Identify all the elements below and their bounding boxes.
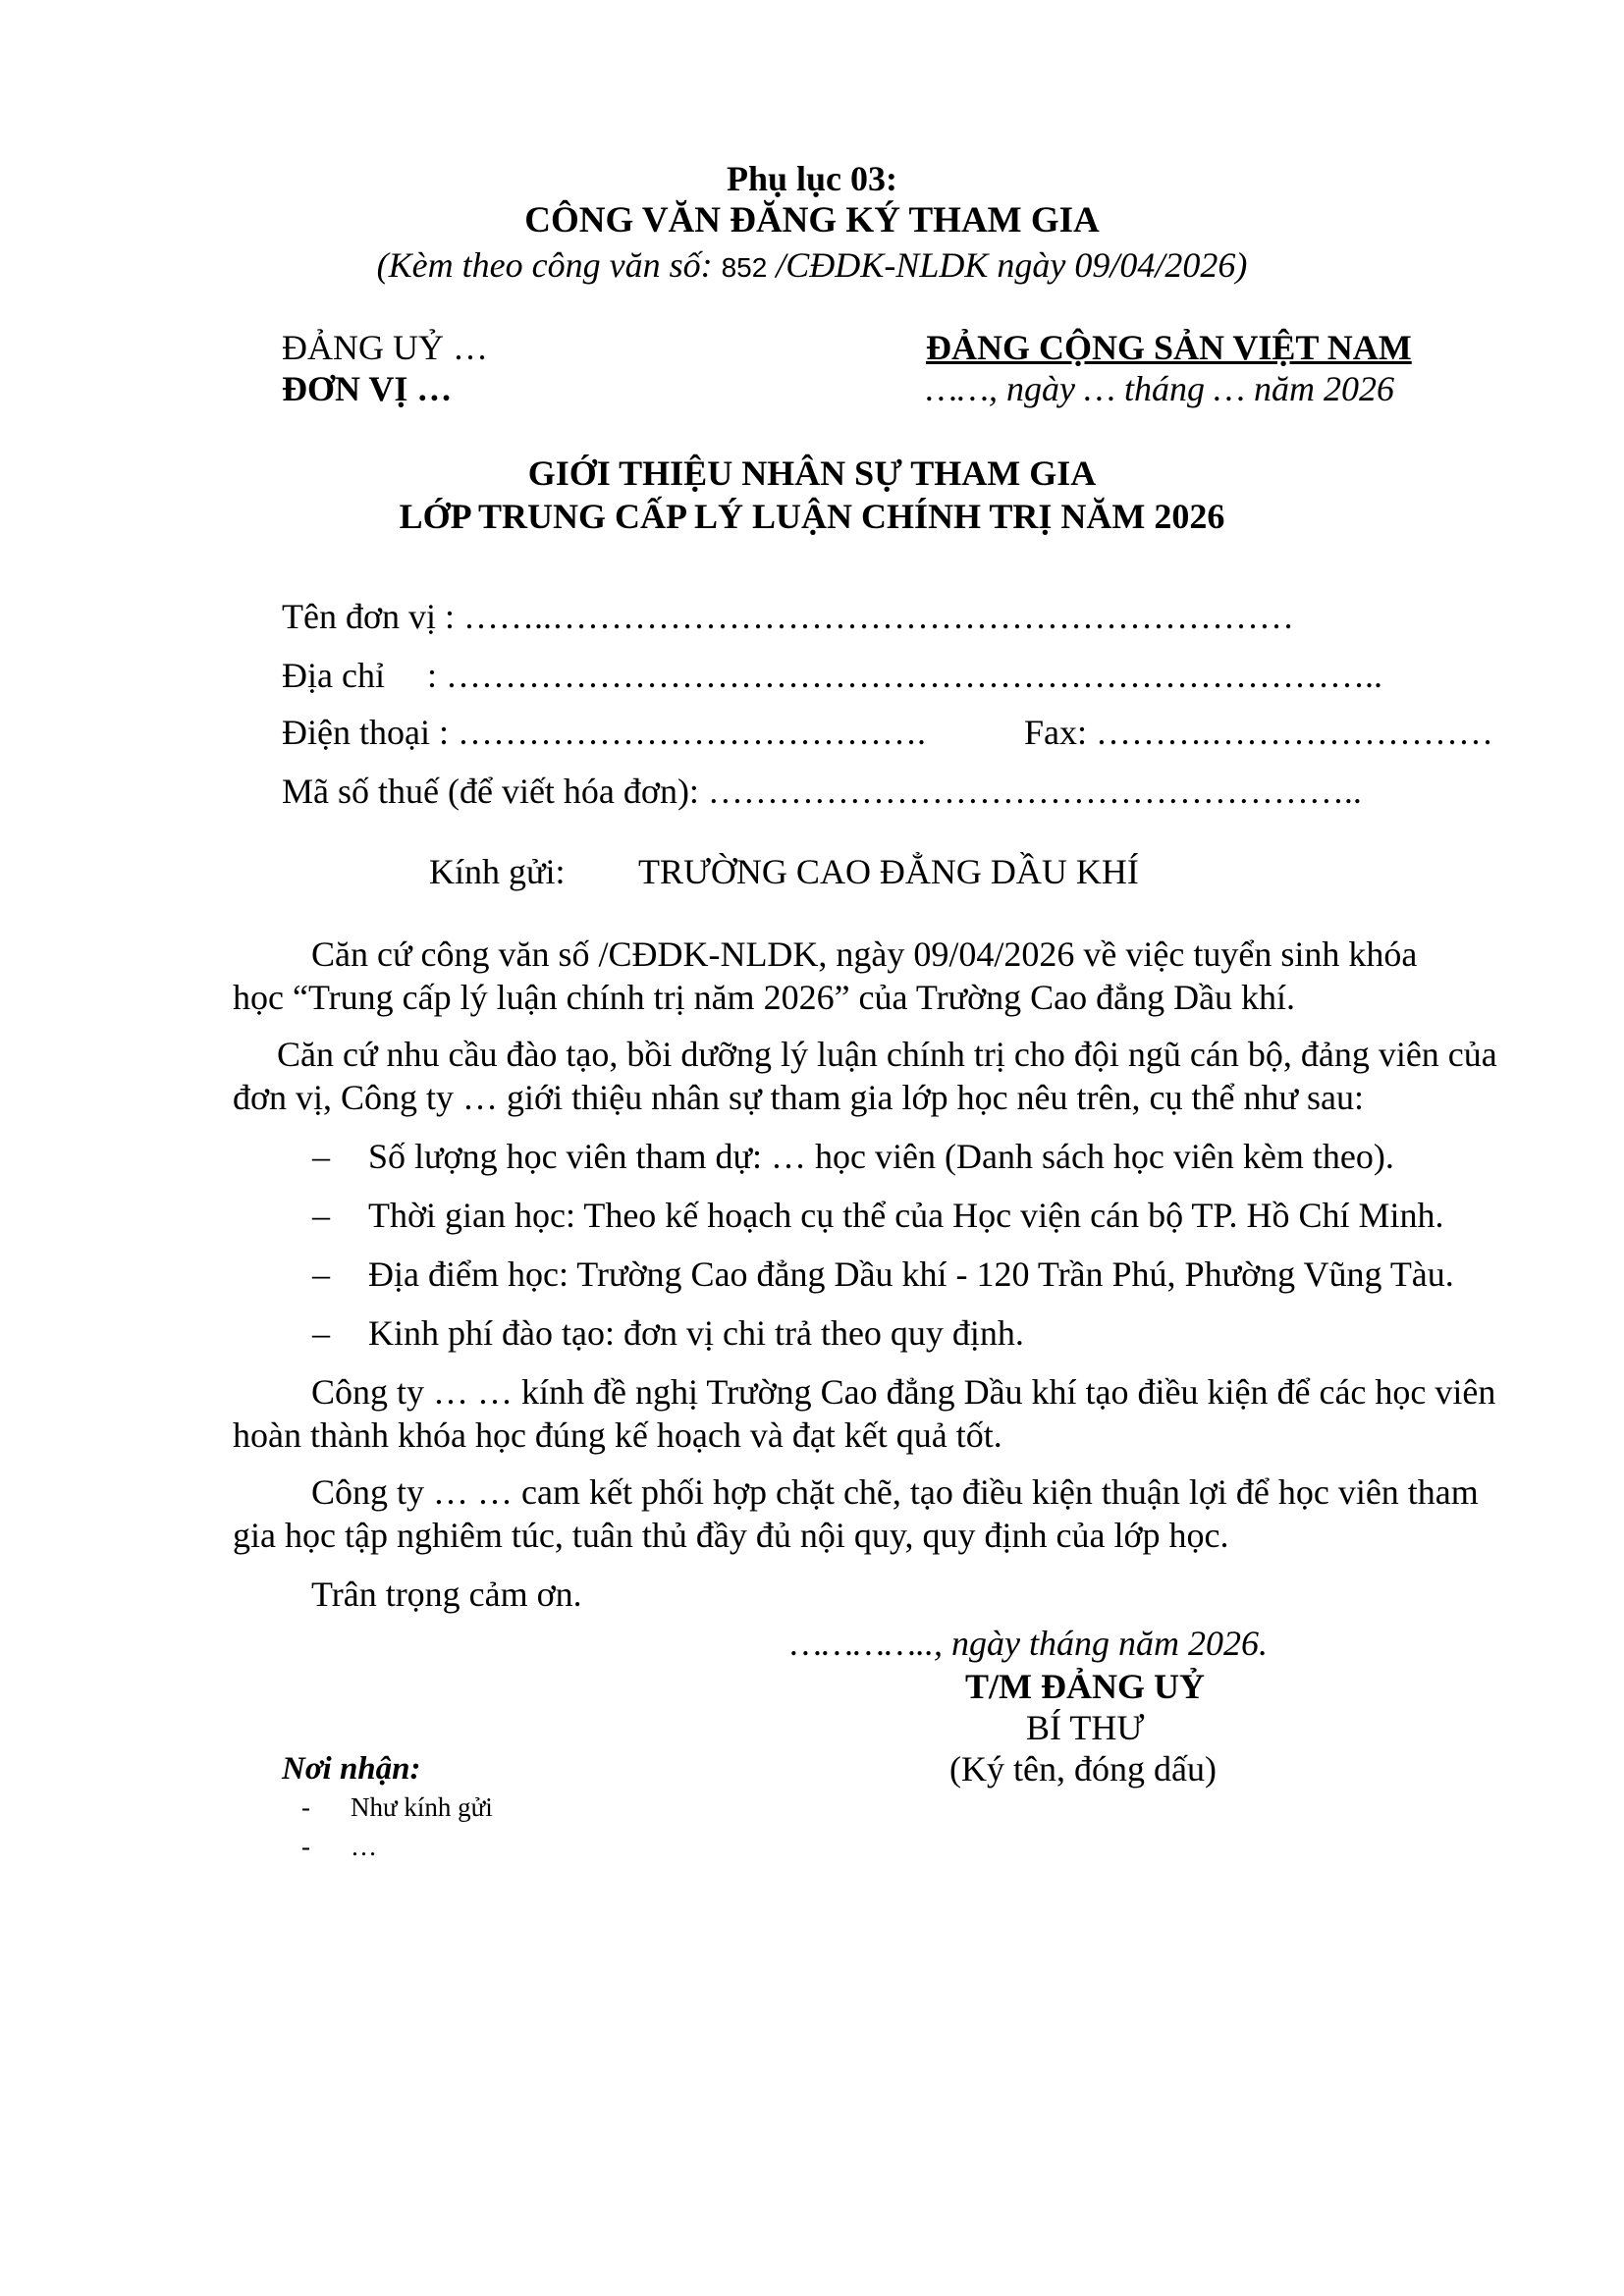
para4-line1: Công ty … … cam kết phối hợp chặt chẽ, tạo điều kiện thuận lợi để học viên tham — [311, 1472, 1479, 1512]
list-item: Thời gian học: Theo kế hoạch cụ thể của Học viện cán bộ TP. Hồ Chí Minh. — [368, 1196, 1444, 1235]
para1-line2: học “Trung cấp lý luận chính trị năm 2026” của Trường Cao đẳng Dầu khí. — [233, 978, 1296, 1017]
recipient-item: … — [351, 1832, 377, 1861]
para4-line2: gia học tập nghiêm túc, tuân thủ đầy đủ nội quy, quy định của lớp học. — [233, 1516, 1229, 1555]
para2-line2: đơn vị, Công ty … giới thiệu nhân sự tham gia lớp học nêu trên, cụ thể như sau: — [233, 1078, 1364, 1117]
recipient-bullet: - — [301, 1792, 310, 1822]
unit-name-header: ĐƠN VỊ … — [282, 369, 453, 408]
list-item: Địa điểm học: Trường Cao đẳng Dầu khí - 120 Trần Phú, Phường Vũng Tàu. — [368, 1255, 1454, 1294]
list-item-dash: – — [312, 1313, 330, 1353]
recipient-label: Kính gửi: — [429, 852, 566, 891]
recipient-item: Như kính gửi — [351, 1792, 493, 1822]
para3-line2: hoàn thành khóa học đúng kế hoạch và đạt kết quả tốt. — [233, 1415, 1002, 1455]
reference-number: 852 — [721, 252, 768, 283]
phone-field: Điện thoại : …………………………………. — [282, 713, 926, 752]
reference-suffix: /CĐDK-NLDK ngày 09/04/2026) — [776, 245, 1248, 285]
recipients-label: Nơi nhận: — [282, 1751, 421, 1787]
address-field: : …………………………………………………………………….. — [427, 656, 1383, 695]
subject-line-1: GIỚI THIỆU NHÂN SỰ THAM GIA — [527, 454, 1097, 493]
reference-line — [0, 245, 1624, 286]
para3-line1: Công ty … … kính đề nghị Trường Cao đẳng Dầu khí tạo điều kiện để các học viên — [311, 1372, 1496, 1412]
signature-note: (Ký tên, đóng dấu) — [949, 1749, 1217, 1789]
unit-name-field: Tên đơn vị : ……..……………………………………………………… — [282, 597, 1295, 636]
address-label: Địa chỉ — [282, 656, 385, 695]
appendix-label: Phụ lục 03: — [726, 159, 898, 198]
list-item: Kinh phí đào tạo: đơn vị chi trả theo quy định. — [368, 1313, 1024, 1353]
para1-line1: Căn cứ công văn số /CĐDK-NLDK, ngày 09/04/2026 về việc tuyển sinh khóa — [311, 934, 1418, 974]
list-item-dash: – — [312, 1255, 330, 1294]
list-item: Số lượng học viên tham dự: … học viên (Danh sách học viên kèm theo). — [368, 1137, 1394, 1176]
signature-position: BÍ THƯ — [1026, 1708, 1145, 1747]
para2-line1: Căn cứ nhu cầu đào tạo, bồi dưỡng lý luận chính trị cho đội ngũ cán bộ, đảng viên của — [277, 1035, 1497, 1074]
closing-line: Trân trọng cảm ơn. — [311, 1575, 582, 1614]
party-motto: ĐẢNG CỘNG SẢN VIỆT NAM — [926, 328, 1412, 367]
reference-prefix: (Kèm theo công văn số: — [376, 245, 713, 285]
list-item-dash: – — [312, 1196, 330, 1235]
signature-on-behalf: T/M ĐẢNG UỶ — [965, 1667, 1205, 1706]
place-date: ……, ngày … tháng … năm 2026 — [926, 369, 1395, 408]
list-item-dash: – — [312, 1137, 330, 1176]
signature-date: ………….., ngày tháng năm 2026. — [790, 1624, 1269, 1663]
fax-field: Fax: ……….…………………… — [1024, 713, 1494, 752]
recipient-name: TRƯỜNG CAO ĐẲNG DẦU KHÍ — [638, 852, 1139, 891]
document-title: CÔNG VĂN ĐĂNG KÝ THAM GIA — [524, 200, 1100, 240]
tax-code-field: Mã số thuế (để viết hóa đơn): ……………………………………………….. — [282, 772, 1362, 811]
subject-line-2: LỚP TRUNG CẤP LÝ LUẬN CHÍNH TRỊ NĂM 2026 — [399, 497, 1225, 536]
recipient-bullet: - — [301, 1832, 310, 1861]
party-committee: ĐẢNG UỶ … — [282, 328, 488, 367]
